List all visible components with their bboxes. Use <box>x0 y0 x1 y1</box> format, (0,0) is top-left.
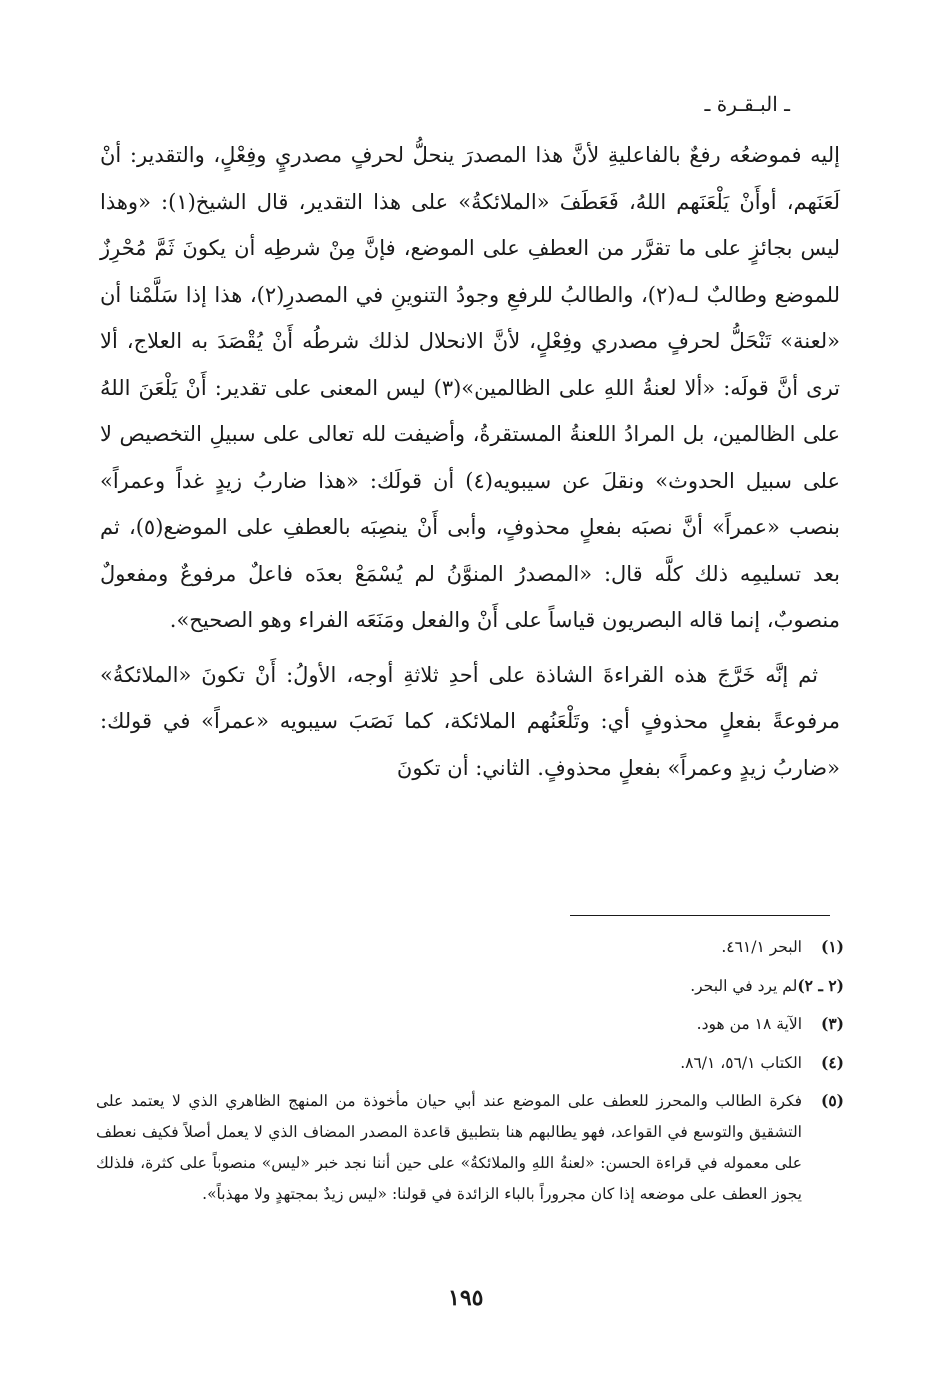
footnote-number: (١) <box>820 937 844 956</box>
footnote-text: فكرة الطالب والمحرز للعطف على الموضع عند أبي حيان مأخوذة من المنهج الظاهري الذي لا يعتمد على التشقيق والتوسع في القواعد، فهو يطالبهم هنا بتطبيق قاعدة المصدر المضاف الذي لا يعمل أصلاً فكيف نعطف على معموله في قراءة الحسن: «لعنةُ اللهِ والملائكةُ» على حين أننا نجد خبر «ليس» منصوباً على كثرة، فلذلك يجوز العطف على موضعه إذا كان مجروراً بالباء الزائدة في قولنا: «ليس زيدٌ بمجتهدٍ ولا مهذباً». <box>96 1092 802 1203</box>
main-text <box>100 132 840 791</box>
footnote-item <box>96 1082 844 1210</box>
footnote-text: الكتاب ٥٦/١، ٨٦/١. <box>680 1053 802 1072</box>
footnote-item <box>96 928 844 967</box>
footnote-text: البحر ٤٦١/١. <box>721 938 802 956</box>
footnote-number: (٥) <box>820 1091 844 1110</box>
running-header: ـ البـقـرة ـ <box>704 92 790 116</box>
footnotes <box>96 928 844 1210</box>
footnote-text: لم يرد في البحر. <box>690 976 798 995</box>
footnote-number: (٤) <box>820 1052 844 1072</box>
footnote-separator <box>570 915 830 916</box>
footnote-item <box>96 1005 844 1044</box>
footnote-text: الآية ١٨ من هود. <box>696 1015 802 1033</box>
paragraph-2: ثم إنَّه خَرَّجَ هذه القراءةَ الشاذة على أحدِ ثلاثةِ أوجه، الأولُ: أَنْ تكونَ «الملائكةُ» مرفوعةً بفعلٍ محذوفٍ أي: وتَلْعَنُهم الملائكة، كما نَصَبَ سيبويه «عمراً» في قولك: «ضاربُ زيدٍ وعمراً» بفعلٍ محذوفٍ. الثاني: أن تكونَ <box>100 662 840 780</box>
paragraph-1: إليه فموضعُه رفعٌ بالفاعليةِ لأنَّ هذا المصدرَ ينحلُّ لحرفٍ مصدريٍ وفِعْلٍ، والتقدير: أنْ لَعَنَهم، أوأَنْ يَلْعَنَهم اللهُ، فَعَطَفَ «الملائكةُ» على هذا التقدير، قال الشيخ(١): «وهذا ليس بجائزٍ على ما تقرَّر من العطفِ على الموضع، فإنَّ مِنْ شرطِه أن يكونَ ثَمَّ مُحْرِزٌ للموضع وطالبٌ لـه(٢)، والطالبُ للرفعِ وجودُ التنوينِ في المصدرِ(٢)، هذا إذا سَلَّمْنا أن «لعنة» تَنْحَلُّ لحرفٍ مصدري وفِعْلٍ، لأنَّ الانحلال لذلك شرطُه أَنْ يُقْصَدَ به العلاج، ألا ترى أنَّ قولَه: «ألا لعنةُ اللهِ على الظالمين»(٣) ليس المعنى على تقدير: أَنْ يَلْعَنَ اللهُ على الظالمين، بل المرادُ اللعنةُ المستقرةُ، وأضيفت لله تعالى على سبيلِ التخصيص لا على سبيل الحدوث» ونقلَ عن سيبويه(٤) أن قولَك: «هذا ضاربُ زيدٍ غداً وعمراً» بنصب «عمراً» أنَّ نصبَه بفعلٍ محذوفٍ، وأبى أَنْ ينصِبَه بالعطفِ على الموضع(٥)، ثم بعد تسليمِه ذلك كلَّه قال: «المصدرُ المنوَّنُ لم يُسْمَعْ بعدَه فاعلٌ مرفوعٌ ومفعولٌ منصوبٌ، إنما قاله البصريون قياساً على أَنْ والفعل ومَنَعَه الفراء وهو الصحيح». <box>100 143 841 632</box>
footnote-number: (٢ ـ ٢) <box>797 975 844 995</box>
footnote-item <box>96 1044 844 1083</box>
footnote-number: (٣) <box>820 1014 844 1033</box>
page-number: ١٩٥ <box>448 1285 484 1311</box>
footnote-item <box>96 967 844 1006</box>
